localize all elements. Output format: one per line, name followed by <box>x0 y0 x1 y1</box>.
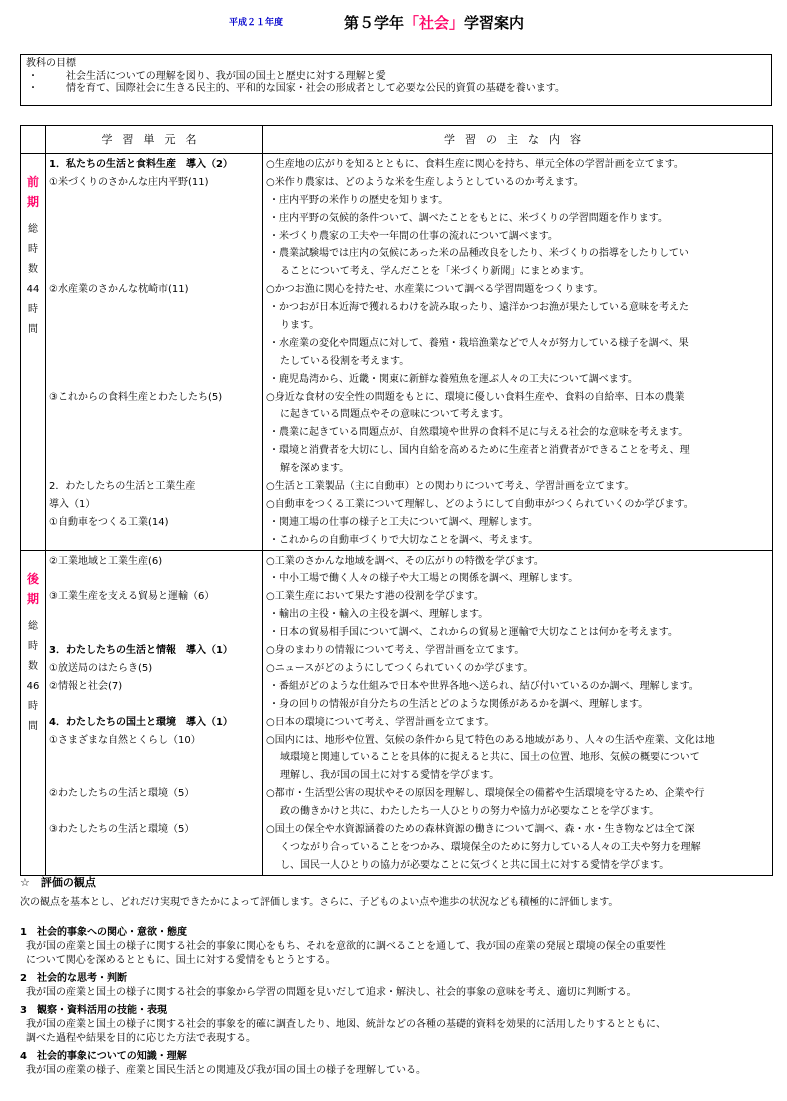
unit-line <box>49 442 259 460</box>
content-line: ・これからの自動車づくりで大切なことを調べ、考えます。 <box>269 534 539 546</box>
unit-line <box>49 749 259 767</box>
term-cell <box>21 154 46 551</box>
unit-line: ③工業生産を支える貿易と運輸（6） <box>49 591 215 603</box>
evaluation-item-text: 我が国の産業と国土の様子に関する社会的事象に関心をもち、それを意欲的に調べることを通して、我が国の産業の発展と環境の保全の重要性 <box>26 941 666 952</box>
unit-line <box>49 353 259 371</box>
content-line: 域環境と関連していることを具体的に捉えると共に、国土の位置、地形、気候の概要について <box>280 752 700 764</box>
evaluation-title: ☆ 評価の観点 <box>20 876 96 889</box>
term-hours-char: 総 <box>28 224 38 235</box>
unit-line: 1．私たちの生活と食料生産 導入（2） <box>49 159 233 170</box>
content-line: ・日本の貿易相手国について調べ、これからの貿易と運輸で大切なことは何かを考えます。 <box>269 627 678 639</box>
content-line: ○工業のさかんな地域を調べ、その広がりの特徴を学びます。 <box>266 555 544 567</box>
term-row <box>21 154 773 551</box>
subject-goal-box <box>20 54 772 106</box>
unit-line: ①自動車をつくる工業(14) <box>49 516 169 528</box>
content-line: ○身近な食材の安全性の問題をもとに、環境に優しい食料生産や、食料の自給率、日本の農業 <box>266 391 685 403</box>
term-header <box>21 126 46 154</box>
unit-header: 学習単元名 <box>46 126 263 154</box>
content-line: ・番組がどのような仕組みで日本や世界各地へ送られ、結び付いているのか調べ、理解します。 <box>269 680 699 692</box>
term-hours-char: 数 <box>28 660 38 672</box>
term-name-char: 前 <box>26 175 39 189</box>
evaluation-item-text: 我が国の産業と国土の様子に関する社会的事象から学習の問題を見いだして追求・解決し、社会的事象の意味を考え、適切に判断する。 <box>26 987 637 998</box>
unit-line: ②水産業のさかんな枕崎市(11) <box>49 284 189 296</box>
title-subject: 「社会」 <box>404 14 465 32</box>
content-line: ○日本の環境について考え、学習計画を立てます。 <box>266 716 495 728</box>
content-line: ・庄内平野の気候的条件ついて、調べたことをもとに、米づくりの学習問題を作ります。 <box>269 212 668 224</box>
unit-line <box>49 696 259 714</box>
content-line: 理解し、我が国の国土に対する愛情を学びます。 <box>280 770 500 782</box>
content-line: ・関連工場の仕事の様子と工夫について調べ、理解します。 <box>269 516 538 528</box>
unit-line <box>49 460 259 478</box>
unit-line <box>49 371 259 389</box>
term-hours-char: 時 <box>28 304 38 315</box>
content-line: ○都市・生活型公害の現状やその原因を理解し、環境保全の備蓄や生活環境を守るため、企業や行 <box>266 788 705 800</box>
unit-line <box>49 228 259 246</box>
goal-label: 教科の目標 <box>26 58 76 69</box>
content-line: し、国民一人ひとりの協力が必要なことに気づくと共に国土に対する愛情を学びます。 <box>280 859 670 871</box>
content-line: ○身のまわりの情報について考え、学習計画を立てます。 <box>266 645 525 657</box>
content-line: ・農業試験場では庄内の気候にあった米の品種改良をしたり、米づくりの指導をしたりしてい <box>269 248 689 260</box>
unit-line <box>49 192 259 210</box>
term-hours-char: 間 <box>28 324 38 335</box>
unit-line <box>49 335 259 353</box>
title-suffix: 学習案内 <box>464 14 525 32</box>
content-line: ○生活と工業製品（主に自動車）との関わりについて考え、学習計画を立てます。 <box>266 481 635 493</box>
goal-bullet: ・ <box>28 83 38 94</box>
unit-line <box>49 210 259 228</box>
content-line: ・環境と消費者を大切にし、国内自給を高めるために生産者と消費者ができることを考え、理 <box>269 445 690 457</box>
unit-line: 導入（1） <box>49 498 96 510</box>
content-cell <box>263 550 773 875</box>
content-line: に起きている問題点やその意味について考えます。 <box>280 409 509 421</box>
content-line: ・身の回りの情報が自分たちの生活とどのような関係があるかを調べ、理解します。 <box>269 698 649 710</box>
content-line: くつながり合っていることをつかみ、環境保全のために努力している人々の工夫や努力を理解 <box>280 841 701 853</box>
term-name-char: 期 <box>26 195 39 209</box>
unit-line <box>49 245 259 263</box>
content-line: ○国内には、地形や位置、気候の条件から見て特色のある地域があり、人々の生活や産業、文化は地 <box>266 734 715 746</box>
content-line: 解を深めます。 <box>280 463 350 475</box>
unit-line: 4．わたしたちの国土と環境 導入（1） <box>49 716 233 728</box>
evaluation-item-heading: 1 社会的事象への関心・意欲・態度 <box>20 927 187 938</box>
term-cell <box>21 550 46 875</box>
unit-line: ③これからの食料生産とわたしたち(5) <box>49 391 223 403</box>
content-header: 学習の主な内容 <box>263 126 773 154</box>
evaluation-item-heading: 3 観察・資料活用の技能・表現 <box>20 1005 167 1016</box>
unit-line <box>49 299 259 317</box>
unit-line: ②情報と社会(7) <box>49 680 123 692</box>
content-line: ○ニュースがどのようにしてつくられていくのか学びます。 <box>266 662 534 674</box>
term-hours-char: 間 <box>28 720 38 732</box>
unit-line: ①さまざまな自然とくらし（10） <box>49 734 201 746</box>
content-line: ○米作り農家は、どのような米を生産しようとしているのか考えます。 <box>266 176 584 188</box>
term-hours-char: 総 <box>28 620 38 632</box>
goal-text: 情を育て、国際社会に生きる民主的、平和的な国家・社会の形成者として必要な公民的資質の基礎を養います。 <box>66 83 565 94</box>
evaluation-item-text: 我が国の産業と国土の様子に関する社会的事象を的確に調査したり、地図、統計などの各種の基礎的資料を効果的に活用したりするとともに、 <box>26 1019 666 1030</box>
content-line: ○かつお漁に関心を持たせ、水産業について調べる学習問題をつくります。 <box>266 284 604 296</box>
content-line: ・鹿児島湾から、近畿・関東に新鮮な養殖魚を運ぶ人々の工夫について調べます。 <box>269 373 638 385</box>
evaluation-item-text: 我が国の産業の様子、産業と国民生活との関連及び我が国の国土の様子を理解している。 <box>26 1065 426 1076</box>
content-line: ることについて考え、学んだことを「米づくり新聞」にまとめます。 <box>280 266 590 278</box>
unit-line <box>49 424 259 442</box>
evaluation-item-heading: 4 社会的事象についての知識・理解 <box>20 1051 187 1062</box>
evaluation-section <box>20 876 770 1078</box>
goal-line <box>26 83 766 96</box>
term-row <box>21 550 773 875</box>
unit-line: ②工業地域と工業生産(6) <box>49 555 163 567</box>
content-cell <box>263 154 773 551</box>
content-line: ・水産業の変化や問題点に対して、養殖・栽培漁業などで人々が努力している様子を調べ、果 <box>269 337 689 349</box>
unit-line <box>49 839 259 857</box>
unit-line: 3．わたしたちの生活と情報 導入（1） <box>49 645 233 657</box>
evaluation-item-text: について関心を深めるとともに、国土に対する愛情をもとうとする。 <box>26 955 336 966</box>
term-hours-char: 時 <box>28 640 38 652</box>
content-line: たしている役割を考えます。 <box>280 355 410 367</box>
unit-line <box>49 570 259 588</box>
content-line: ります。 <box>280 320 320 332</box>
unit-line <box>49 624 259 642</box>
content-line: ・庄内平野の米作りの歴史を知ります。 <box>269 194 449 206</box>
content-line: ○国土の保全や水資源涵養のための森林資源の働きについて調べ、森・水・生き物などは全て深 <box>266 823 695 835</box>
evaluation-intro: 次の観点を基本とし、どれだけ実現できたかによって評価します。さらに、子どものよい点や進歩の状況なども積極的に評価します。 <box>20 897 619 908</box>
term-hours-char: 時 <box>28 244 38 255</box>
unit-cell <box>46 154 263 551</box>
unit-line <box>49 263 259 281</box>
term-name-char: 後 <box>26 571 39 586</box>
table-header-row <box>21 126 773 154</box>
study-plan-table <box>20 125 773 876</box>
evaluation-item-heading: 2 社会的な思考・判断 <box>20 973 127 984</box>
content-line: 政の働きかけと共に、わたしたち一人ひとりの努力や協力が必要なことを学びます。 <box>280 806 660 818</box>
school-year: 平成２１年度 <box>229 18 284 28</box>
unit-line <box>49 406 259 424</box>
page-header <box>0 14 787 34</box>
term-name-char: 期 <box>26 591 39 606</box>
unit-line: ②わたしたちの生活と環境（5） <box>49 788 195 800</box>
content-line: ○自動車をつくる工業について理解し、どのようにして自動車がつくられていくのか学びます。 <box>266 498 694 510</box>
content-line: ○生産地の広がりを知るとともに、食料生産に関心を持ち、単元全体の学習計画を立てます。 <box>266 159 684 170</box>
unit-line: 2．わたしたちの生活と工業生産 <box>49 481 196 493</box>
content-line: ・かつおが日本近海で獲れるわけを読み取ったり、遠洋かつお漁が果たしている意味を考えた <box>269 302 689 314</box>
goal-bullet: ・ <box>28 70 38 82</box>
goal-line <box>26 71 766 84</box>
term-hours-char: 数 <box>28 264 38 275</box>
unit-line <box>49 767 259 785</box>
unit-line: ①米づくりのさかんな庄内平野(11) <box>49 176 209 188</box>
content-line: ・農業に起きている問題点が、自然環境や世界の食料不足に与える社会的な意味を考えます。 <box>269 427 689 439</box>
content-line: ○工業生産において果たす港の役割を学びます。 <box>266 591 484 603</box>
term-hours-char: 44 <box>26 284 40 295</box>
term-hours-char: 46 <box>26 680 40 692</box>
goal-text: 社会生活についての理解を図り、我が国の国土と歴史に対する理解と愛 <box>66 70 386 82</box>
unit-line: ①放送局のはたらき(5) <box>49 662 153 674</box>
unit-line <box>49 803 259 821</box>
evaluation-item-text: 調べた過程や結果を目的に応じた方法で表現する。 <box>26 1033 256 1044</box>
content-line: ・輸出の主役・輸入の主役を調べ、理解します。 <box>269 609 489 621</box>
term-hours-char: 時 <box>28 700 38 712</box>
unit-line <box>49 606 259 624</box>
page-title <box>344 14 524 33</box>
unit-line <box>49 857 259 875</box>
unit-line: ③わたしたちの生活と環境（5） <box>49 823 195 835</box>
content-line: ・米づくり農家の工夫や一年間の仕事の流れについて調べます。 <box>269 230 558 242</box>
title-grade: 第５学年 <box>344 14 405 32</box>
content-line: ・中小工場で働く人々の様子や大工場との関係を調べ、理解します。 <box>269 573 579 585</box>
unit-cell <box>46 550 263 875</box>
unit-line <box>49 317 259 335</box>
